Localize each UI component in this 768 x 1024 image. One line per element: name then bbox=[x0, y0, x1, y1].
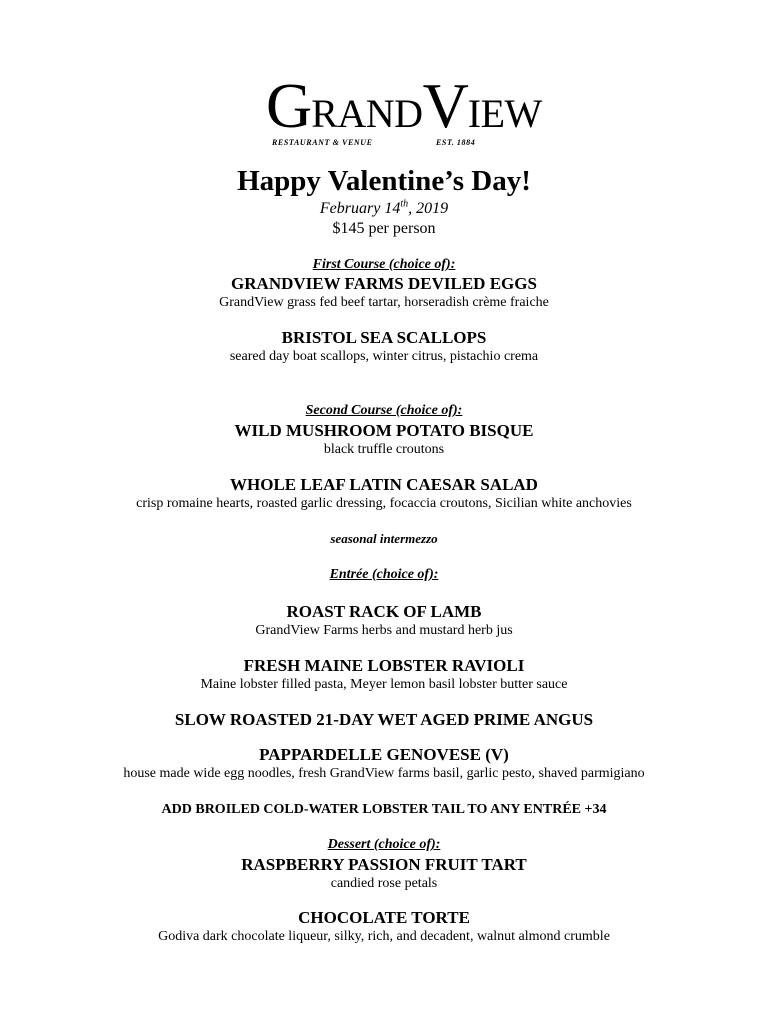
intermezzo-note: seasonal intermezzo bbox=[330, 531, 438, 546]
logo-tagline: RESTAURANT & VENUE bbox=[272, 138, 373, 147]
logo-established: EST. 1884 bbox=[436, 138, 476, 147]
dish-description: crisp romaine hearts, roasted garlic dressing, focaccia croutons, Sicilian white anchovies bbox=[136, 496, 632, 511]
dish-description: Godiva dark chocolate liqueur, silky, rich, and decadent, walnut almond crumble bbox=[158, 929, 610, 944]
dish-description: GrandView Farms herbs and mustard herb jus bbox=[255, 623, 513, 638]
lobster-addon-note: ADD BROILED COLD-WATER LOBSTER TAIL TO ANY ENTRÉE +34 bbox=[161, 802, 607, 817]
dish-description: candied rose petals bbox=[330, 876, 438, 891]
logo-wordmark bbox=[266, 70, 542, 141]
dish-description: Maine lobster filled pasta, Meyer lemon basil lobster butter sauce bbox=[200, 677, 568, 692]
event-date bbox=[0, 198, 768, 217]
entree-heading: Entrée (choice of): bbox=[329, 567, 439, 582]
dish-name: CHOCOLATE TORTE bbox=[298, 908, 470, 927]
event-date-main: February 14 bbox=[319, 200, 401, 217]
dessert-heading: Dessert (choice of): bbox=[327, 837, 441, 852]
dish-description: seared day boat scallops, winter citrus, pistachio crema bbox=[229, 349, 539, 364]
dish-name: WHOLE LEAF LATIN CAESAR SALAD bbox=[230, 475, 538, 494]
event-date-year: , 2019 bbox=[408, 200, 449, 217]
dish-name: SLOW ROASTED 21-DAY WET AGED PRIME ANGUS bbox=[174, 710, 594, 729]
logo-letters-rand: RAND bbox=[311, 91, 423, 136]
logo-letters-iew: IEW bbox=[467, 91, 542, 136]
price-per-person: $145 per person bbox=[332, 220, 436, 237]
dish-description: house made wide egg noodles, fresh GrandView farms basil, garlic pesto, shaved parmigiano bbox=[123, 766, 645, 781]
dish-name: ROAST RACK OF LAMB bbox=[286, 602, 482, 621]
page-title: Happy Valentine’s Day! bbox=[237, 165, 531, 197]
dish-name: RASPBERRY PASSION FRUIT TART bbox=[241, 855, 527, 874]
dish-name: GRANDVIEW FARMS DEVILED EGGS bbox=[231, 274, 537, 293]
dish-description: black truffle croutons bbox=[323, 442, 445, 457]
first-course-heading: First Course (choice of): bbox=[312, 257, 456, 272]
dish-name: WILD MUSHROOM POTATO BISQUE bbox=[234, 421, 534, 440]
logo-letter-g: G bbox=[266, 70, 312, 141]
dish-name: PAPPARDELLE GENOVESE (V) bbox=[259, 745, 509, 764]
logo-letter-v: V bbox=[422, 70, 468, 141]
dish-name: FRESH MAINE LOBSTER RAVIOLI bbox=[243, 656, 525, 675]
event-date-ordinal: th bbox=[400, 198, 409, 210]
second-course-heading: Second Course (choice of): bbox=[305, 403, 463, 418]
grandview-logo bbox=[266, 70, 542, 150]
dish-name: BRISTOL SEA SCALLOPS bbox=[281, 328, 487, 347]
dish-description: GrandView grass fed beef tartar, horseradish crème fraiche bbox=[219, 295, 549, 310]
